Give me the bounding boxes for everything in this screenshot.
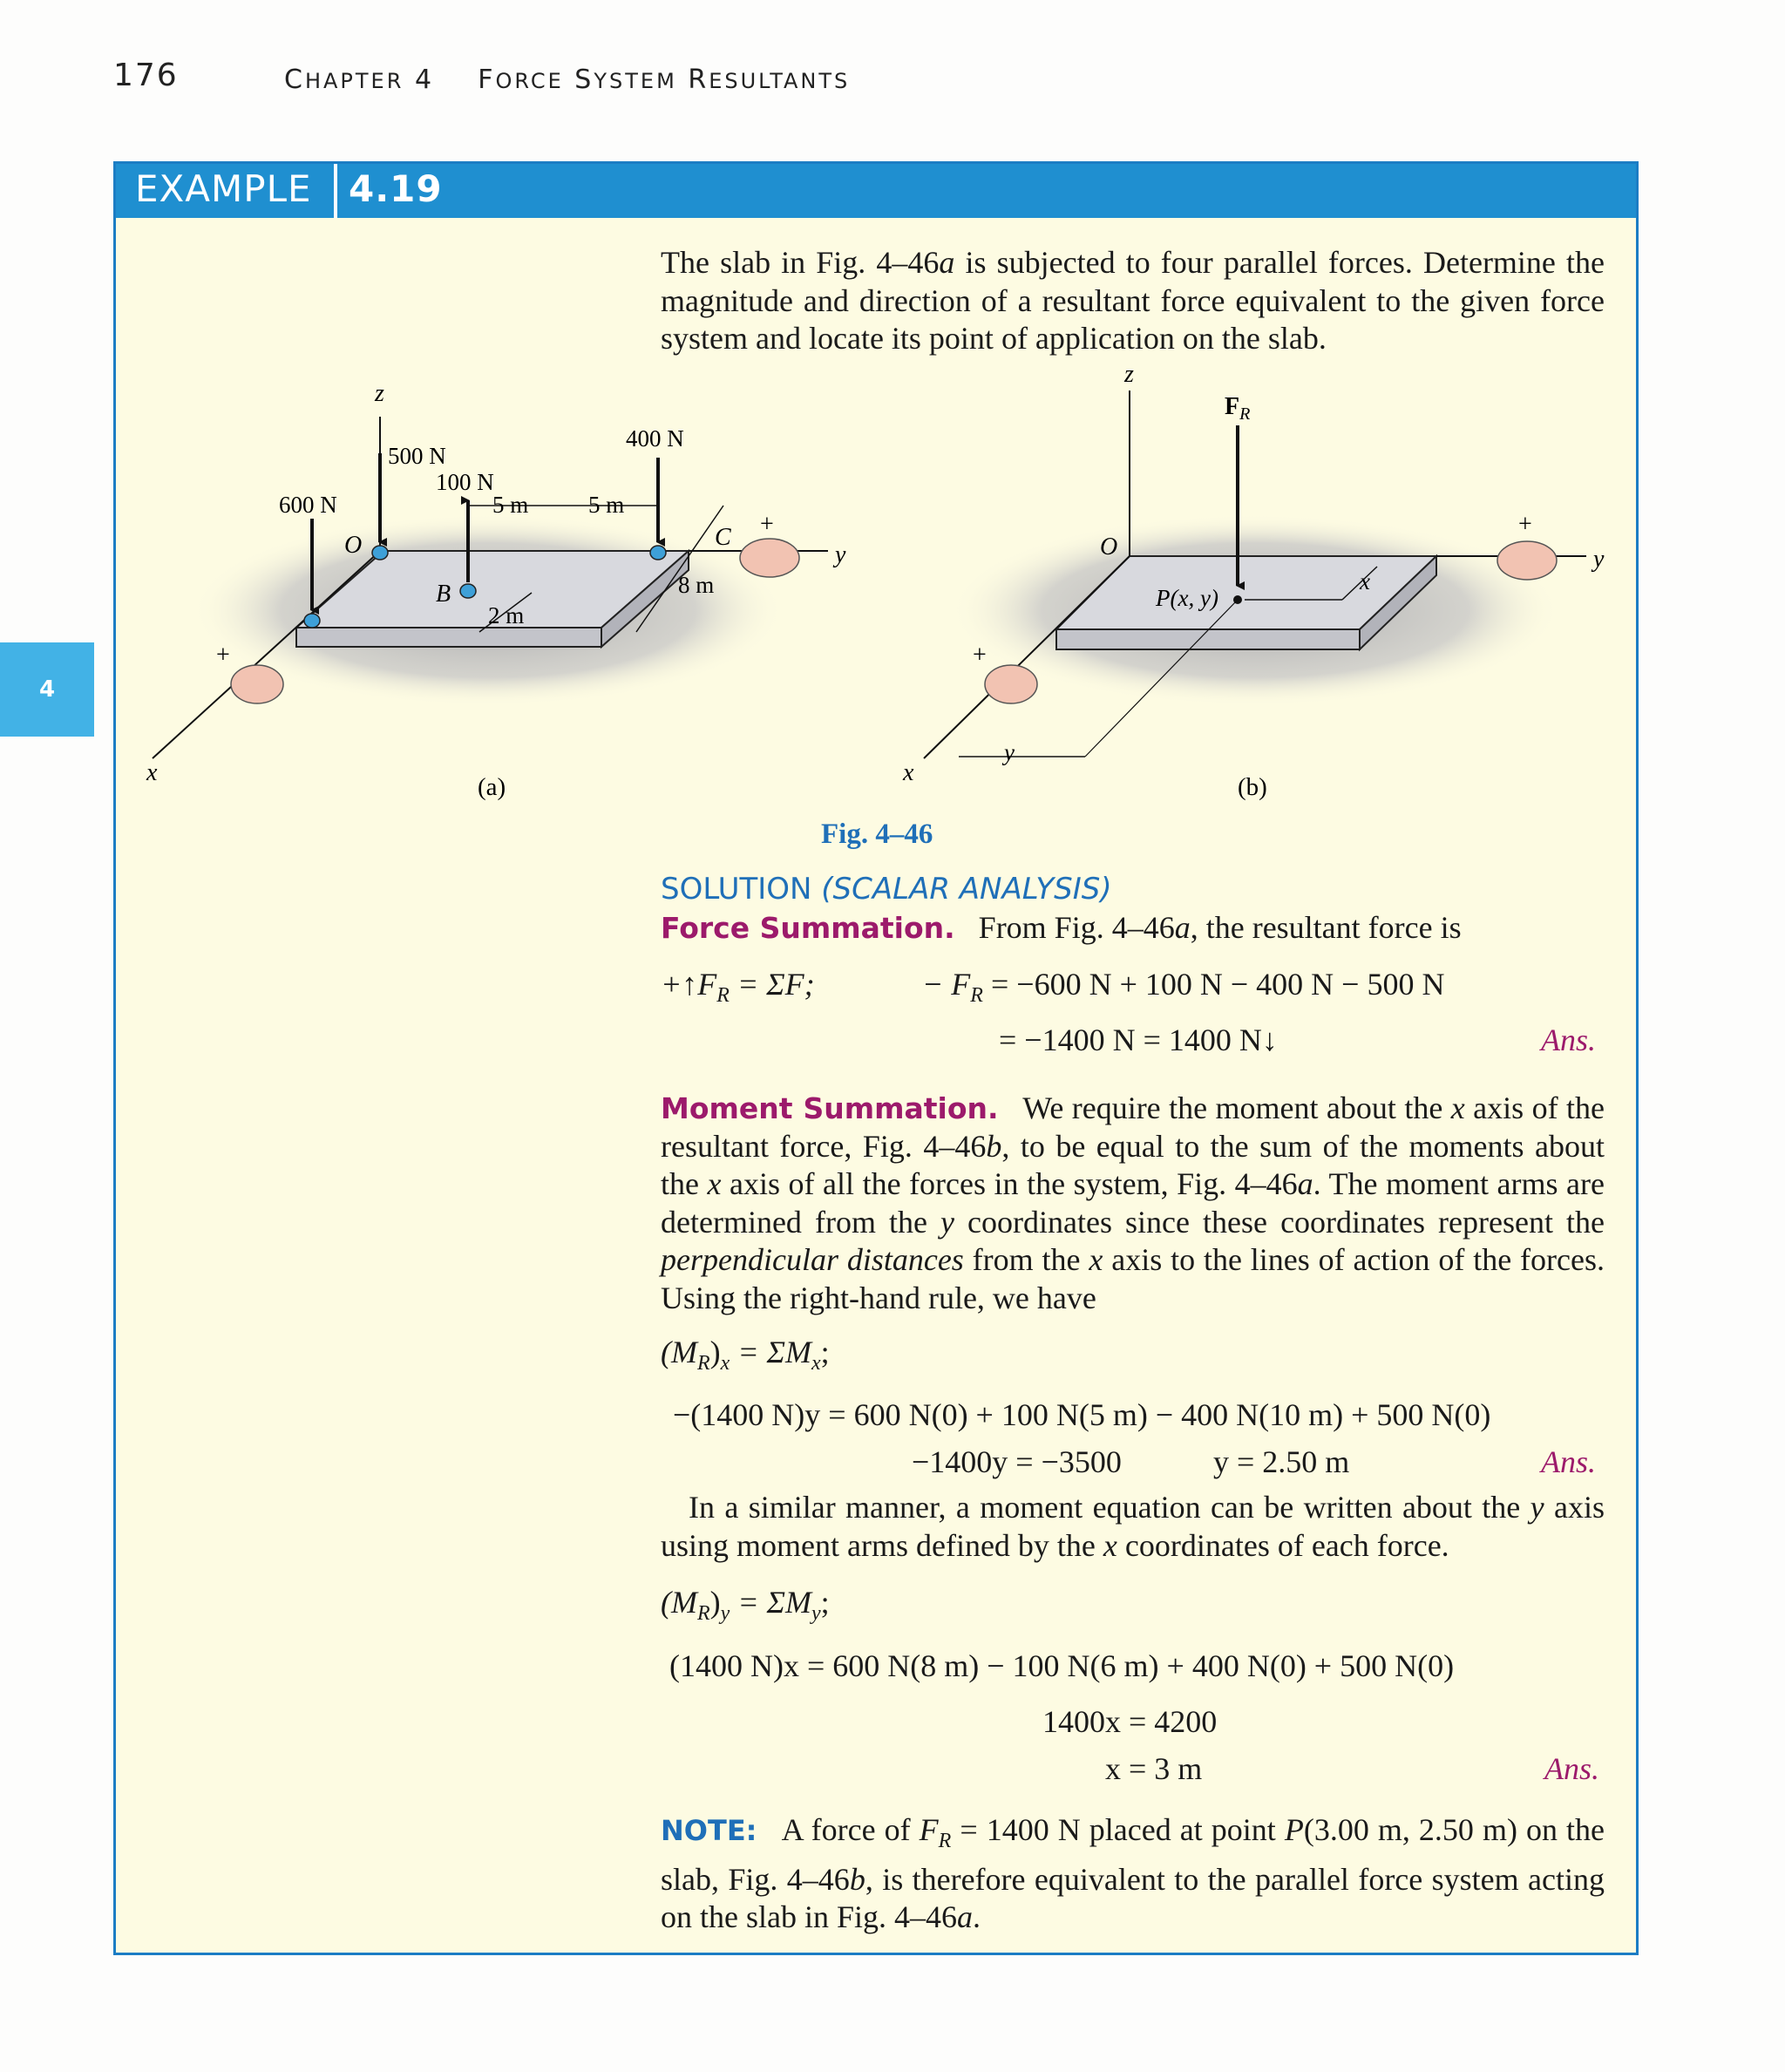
- moment-summation-title: Moment Summation.: [661, 1091, 999, 1125]
- note-text-2: = 1400 N placed at point: [951, 1812, 1285, 1847]
- force-eq-mid-sub: R: [970, 984, 983, 1008]
- force-answer-label: Ans.: [1541, 1022, 1596, 1057]
- note-text-1-i: F: [919, 1812, 939, 1847]
- point-p-label: P(x, y): [1156, 585, 1218, 611]
- moment-text-7-i: x: [1089, 1242, 1103, 1277]
- mx-def-1: (M: [661, 1335, 697, 1369]
- intro-text-1-italic: a: [939, 245, 955, 280]
- z-label-b: z: [1124, 366, 1134, 388]
- my-equation: (1400 N)x = 600 N(8 m) − 100 N(6 m) + 400 N(0) + 500 N(0): [669, 1648, 1455, 1683]
- my-def-2-sub: y: [720, 1602, 730, 1626]
- moment-text-3: , to be equal to the sum of the moments about the: [661, 1128, 1605, 1201]
- note-text-1-sub: R: [938, 1830, 952, 1853]
- plus-sign-b-2: +: [1518, 511, 1532, 538]
- force-eq-rhs: [922, 966, 1444, 1008]
- solution-heading: [661, 872, 1112, 907]
- mx-definition: [661, 1334, 830, 1376]
- force-text-2: , the resultant force is: [1190, 910, 1462, 945]
- title-s: S: [574, 65, 594, 95]
- force-500-label: 500 N: [388, 443, 446, 469]
- similar-text-2: axis using moment arms defined by the: [661, 1490, 1605, 1563]
- my-def-sub: R: [696, 1602, 710, 1626]
- sub-label-b: (b): [1238, 773, 1267, 801]
- moment-text-5-i: y: [940, 1204, 955, 1240]
- my-def-1: (M: [661, 1585, 697, 1620]
- page-number: 176: [113, 58, 179, 93]
- right-hand-icon-a-x: [231, 665, 283, 703]
- title-f: F: [478, 65, 496, 95]
- intro-text-1: The slab in Fig. 4–46: [661, 245, 940, 280]
- origin-label-a: O: [344, 532, 363, 559]
- note-label: NOTE:: [661, 1814, 757, 1847]
- force-eq-lhs-sub: R: [716, 984, 730, 1008]
- plus-sign-a-1: +: [216, 642, 230, 669]
- plus-sign-a-2: +: [760, 511, 774, 538]
- my-def-2: ): [709, 1585, 721, 1620]
- force-text-1: From Fig. 4–46: [978, 910, 1175, 945]
- moment-text-2: axis of the resultant force, Fig. 4–46: [661, 1090, 1605, 1164]
- my-def-3: = ΣM: [730, 1585, 811, 1620]
- support-500-marker: [372, 546, 388, 560]
- similar-text-3: coordinates of each force.: [1116, 1527, 1449, 1563]
- mx-solve: −1400y = −3500: [912, 1444, 1122, 1479]
- example-separator: [334, 164, 337, 218]
- note-text-3: (3.00 m, 2.50 m) on the slab, Fig. 4–46: [661, 1812, 1605, 1897]
- force-eq-lhs-2: = ΣF;: [729, 967, 815, 1002]
- slab-front-a: [296, 628, 601, 647]
- origin-label-b: O: [1100, 533, 1118, 560]
- my-solve: 1400x = 4200: [1042, 1704, 1218, 1739]
- chapter-prefix: C: [284, 65, 305, 95]
- force-400-label: 400 N: [626, 425, 684, 452]
- note-text-1: A force of: [781, 1812, 920, 1847]
- force-100-label: 100 N: [436, 469, 494, 495]
- figure-b: [902, 366, 1605, 801]
- plus-sign-b-1: +: [973, 642, 987, 669]
- moment-text-1: We require the moment about the: [1022, 1090, 1451, 1125]
- intro-paragraph: [661, 244, 1605, 358]
- force-summation-paragraph: [661, 909, 1605, 948]
- example-label: EXAMPLE: [135, 167, 312, 210]
- force-text-1-italic: a: [1174, 910, 1191, 945]
- dimension-5m-1: 5 m: [492, 492, 529, 518]
- resultant-f: F: [1225, 393, 1240, 420]
- moment-text-4-i: a: [1297, 1166, 1313, 1201]
- sub-label-a: (a): [478, 773, 506, 801]
- mx-def-3: = ΣM: [730, 1335, 811, 1369]
- moment-text-7: from the: [963, 1242, 1089, 1277]
- title-r: R: [688, 65, 709, 95]
- chapter-number: 4: [414, 65, 435, 95]
- mx-result: y = 2.50 m: [1213, 1444, 1350, 1479]
- y-label-a: y: [835, 541, 846, 568]
- similar-text-2-i: x: [1103, 1527, 1117, 1563]
- mx-def-2: ): [709, 1335, 721, 1369]
- note-text-2-i: P: [1284, 1812, 1304, 1847]
- figure-a: [146, 380, 846, 801]
- dimension-2m: 2 m: [488, 602, 525, 628]
- mx-def-2-sub: x: [720, 1352, 730, 1376]
- mx-def-sub: R: [696, 1352, 710, 1376]
- x-label-a: x: [146, 759, 158, 786]
- moment-text-6-i: perpendicular distances: [661, 1242, 964, 1277]
- point-b-label: B: [436, 581, 451, 608]
- force-eq-lhs: [661, 966, 815, 1008]
- z-label-a: z: [375, 380, 384, 407]
- example-number: 4.19: [349, 167, 443, 210]
- chapter-side-tab: 4: [0, 642, 94, 737]
- point-c-label: C: [715, 524, 731, 551]
- my-def-4: ;: [820, 1585, 830, 1620]
- dimension-y-b: y: [1004, 739, 1015, 765]
- force-eq-lhs-1: +↑F: [661, 967, 717, 1002]
- support-400-marker: [650, 546, 666, 560]
- mx-answer-label: Ans.: [1541, 1444, 1596, 1479]
- moment-text-2-i: b: [986, 1128, 1002, 1164]
- dimension-5m-2: 5 m: [588, 492, 625, 518]
- note-text-5: .: [973, 1899, 981, 1935]
- solution-subtitle: (SCALAR ANALYSIS): [821, 872, 1112, 907]
- mx-def-3-sub: x: [811, 1352, 821, 1376]
- title-esultants: ESULTANTS: [709, 69, 851, 93]
- solution-title: SOLUTION: [661, 872, 812, 907]
- figure-4-46: [113, 366, 1639, 854]
- right-hand-icon-b-x: [985, 665, 1037, 703]
- force-eq-values: = −600 N + 100 N − 400 N − 500 N: [982, 967, 1445, 1002]
- moment-text-3-i: x: [707, 1166, 722, 1201]
- moment-text-1-i: x: [1450, 1090, 1465, 1125]
- figure-caption: Fig. 4–46: [821, 819, 933, 850]
- similar-text-1: In a similar manner, a moment equation can be written about the: [689, 1490, 1530, 1525]
- my-def-3-sub: y: [811, 1602, 821, 1626]
- force-eq-mid: − F: [922, 967, 971, 1002]
- note-paragraph: [661, 1811, 1605, 1937]
- moment-text-6: coordinates since these coordinates represent the: [954, 1204, 1605, 1240]
- moment-text-4: axis of all the forces in the system, Fig. 4–46: [721, 1166, 1298, 1201]
- moment-summation-paragraph: [661, 1090, 1605, 1317]
- right-hand-icon-b-y: [1497, 541, 1557, 580]
- chapter-heading: [284, 65, 850, 95]
- force-600-label: 600 N: [279, 492, 337, 518]
- note-text-4: , is therefore equivalent to the parallel force system acting on the slab in Fig. 4–46: [661, 1861, 1605, 1935]
- example-title-bar: [116, 164, 1636, 218]
- intro-text-2: is subjected to four parallel forces. Determine the magnitude and direction of a resultant force equivalent to the given force system and locate its point of application on the slab.: [661, 245, 1605, 356]
- mx-def-4: ;: [820, 1335, 830, 1369]
- support-600-marker: [304, 614, 320, 628]
- y-label-b: y: [1593, 546, 1605, 573]
- mx-equation: −(1400 N)y = 600 N(0) + 100 N(5 m) − 400 N(10 m) + 500 N(0): [673, 1397, 1491, 1432]
- slab-front-b: [1056, 629, 1360, 649]
- my-answer-label: Ans.: [1544, 1751, 1599, 1786]
- dimension-8m: 8 m: [678, 572, 715, 598]
- moment-text-8: axis to the lines of action of the forces. Using the right-hand rule, we have: [661, 1242, 1605, 1315]
- similar-paragraph: [661, 1489, 1605, 1565]
- my-result: x = 3 m: [1105, 1751, 1203, 1786]
- resultant-sub: R: [1239, 404, 1251, 424]
- chapter-word: HAPTER: [304, 69, 404, 93]
- note-text-3-i: b: [849, 1861, 865, 1897]
- title-ystem: YSTEM: [594, 69, 677, 93]
- similar-text-1-i: y: [1530, 1490, 1544, 1525]
- support-100-marker: [460, 584, 476, 598]
- my-definition: [661, 1584, 830, 1626]
- dimension-x-b: x: [1360, 568, 1370, 594]
- moment-text-5: . The moment arms are determined from the: [661, 1166, 1605, 1240]
- right-hand-icon-a-y: [740, 539, 799, 577]
- note-text-4-i: a: [957, 1899, 973, 1935]
- force-eq-result: = −1400 N = 1400 N↓: [999, 1022, 1278, 1057]
- force-summation-title: Force Summation.: [661, 911, 955, 945]
- x-label-b: x: [903, 759, 914, 786]
- resultant-force-label: [1225, 393, 1250, 424]
- title-orce: ORCE: [495, 69, 564, 93]
